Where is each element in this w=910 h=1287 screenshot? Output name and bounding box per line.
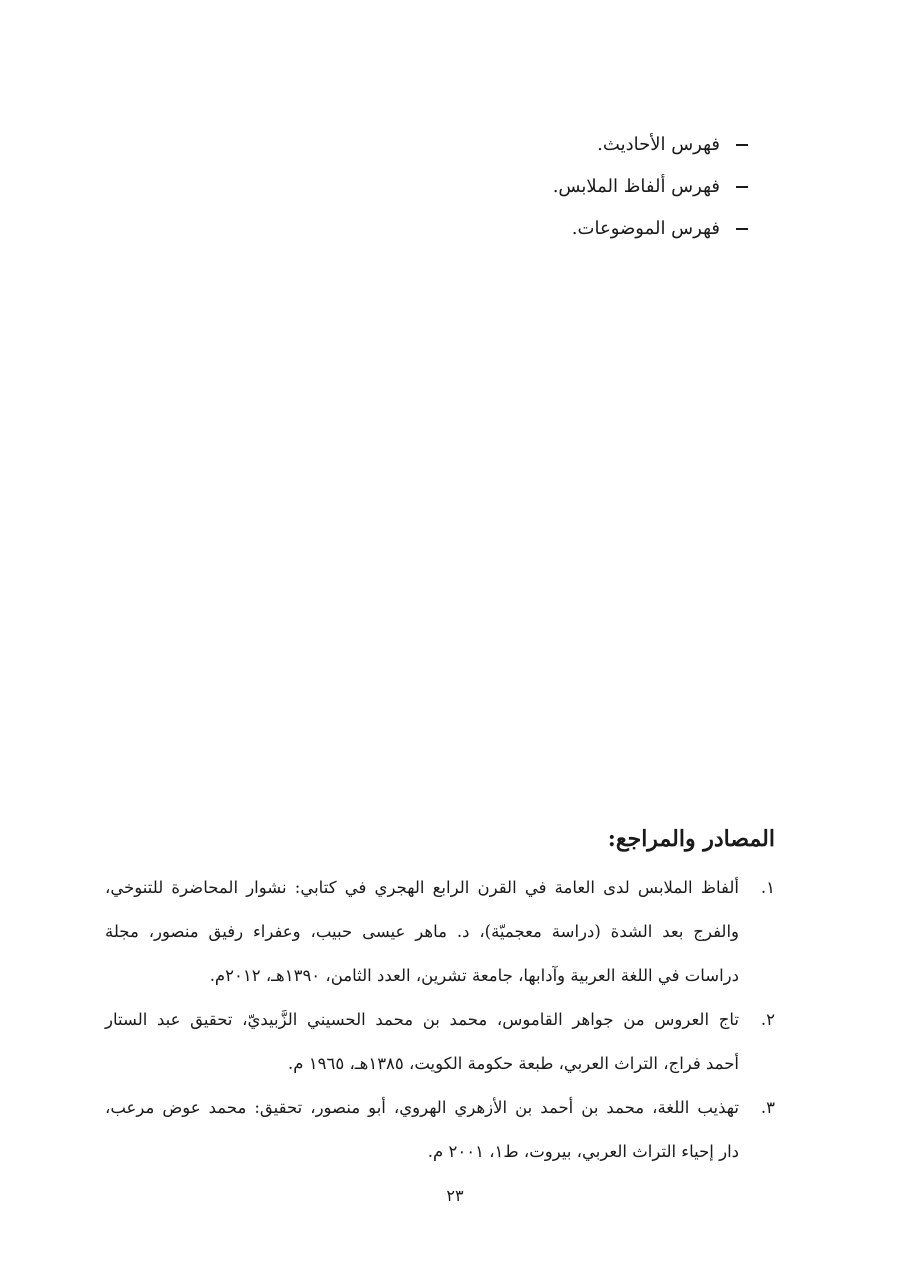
dash-bullet-icon (736, 186, 748, 188)
references-heading: المصادر والمراجع: (607, 826, 775, 852)
reference-text (105, 998, 739, 1086)
reference-line: تهذيب اللغة، محمد بن أحمد بن الأزهري الهروي، أبو منصور، تحقيق: محمد عوض مرعب، (105, 1098, 739, 1117)
reference-item (105, 998, 775, 1086)
reference-item (105, 1086, 775, 1174)
index-item-text: فهرس ألفاظ الملابس. (552, 176, 720, 197)
references-list (105, 866, 775, 1174)
reference-text (105, 866, 739, 998)
index-list (328, 124, 748, 250)
index-item-text: فهرس الأحاديث. (597, 134, 720, 155)
index-item (328, 208, 748, 250)
index-item-text: فهرس الموضوعات. (571, 218, 720, 239)
dash-bullet-icon (736, 144, 748, 146)
reference-line: ألفاظ الملابس لدى العامة في القرن الرابع الهجري في كتابي: نشوار المحاضرة للتنوخي، (105, 878, 739, 897)
reference-item (105, 866, 775, 998)
reference-line: دار إحياء التراث العربي، بيروت، ط١، ٢٠٠١ م. (427, 1142, 739, 1161)
dash-bullet-icon (736, 228, 748, 230)
reference-line: والفرج بعد الشدة (دراسة معجميّة)، د. ماهر عيسى حبيب، وعفراء رفيق منصور، مجلة (105, 922, 739, 941)
index-item (328, 124, 748, 166)
reference-line: دراسات في اللغة العربية وآدابها، جامعة تشرين، العدد الثامن، ١٣٩٠هـ، ٢٠١٢م. (209, 966, 739, 985)
page-number: ٢٣ (446, 1186, 464, 1205)
reference-line: أحمد فراج، التراث العربي، طبعة حكومة الكويت، ١٣٨٥هـ، ١٩٦٥ م. (288, 1054, 739, 1073)
reference-number: ١. (760, 878, 775, 897)
reference-text (105, 1086, 739, 1174)
reference-line: تاج العروس من جواهر القاموس، محمد بن محمد الحسيني الزَّبيديّ، تحقيق عبد الستار (105, 1010, 739, 1029)
reference-number: ٣. (760, 1098, 775, 1117)
index-item (328, 166, 748, 208)
reference-number: ٢. (760, 1010, 775, 1029)
